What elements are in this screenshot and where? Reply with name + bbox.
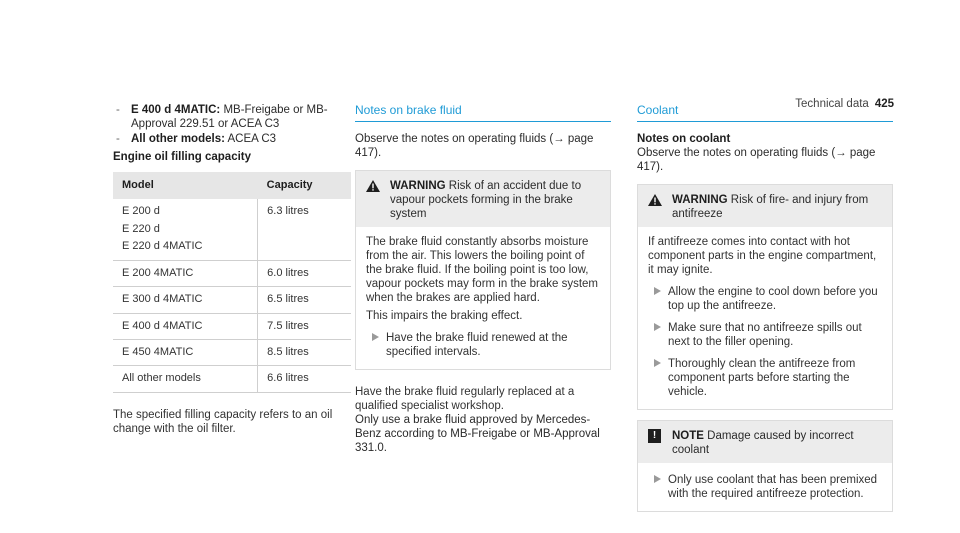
warning-text: The brake fluid constantly absorbs moisture from the air. This lowers the boiling point of the brake fluid. If the boiling point is too low, vapour pockets may form in the brake system when the brakes are applied hard.	[366, 235, 599, 304]
section-title: Notes on brake fluid	[355, 103, 611, 122]
warning-label: WARNING	[390, 179, 446, 192]
model-cell: All other models	[113, 366, 258, 392]
capacity-cell: 7.5 litres	[258, 313, 351, 339]
warning-label: WARNING	[672, 193, 728, 206]
warning-head-text: Risk of fire- and injury from antifreeze	[672, 193, 869, 220]
table-row	[113, 313, 351, 339]
oil-spec-text: MB-Freigabe or MB-Approval 229.51 or ACEA C3	[131, 104, 328, 131]
notice-label: NOTE	[672, 429, 704, 442]
warning-body	[638, 227, 892, 409]
table-row	[113, 366, 351, 392]
action-text: Only use coolant that has been premixed with the required antifreeze protection.	[668, 473, 878, 500]
table-row	[113, 287, 351, 313]
warning-head-text: Risk of an accident due to vapour pockets forming in the brake system	[390, 179, 582, 220]
dash-marker: -	[116, 133, 120, 146]
coolant-subhead: Notes on coolant	[637, 132, 731, 145]
oil-spec-item	[113, 103, 351, 131]
warning-text: If antifreeze comes into contact with hot component parts in the engine compartment, it may ignite.	[648, 235, 877, 276]
col-header-capacity: Capacity	[258, 172, 351, 199]
intro-text: Observe the notes on operating fluids (→ page 417).	[637, 146, 876, 173]
brake-para: Only use a brake fluid approved by Mercedes-Benz according to MB-Freigabe or MB-Approval 331.0.	[355, 413, 600, 454]
notice-head-text: Damage caused by incorrect coolant	[672, 429, 854, 456]
action-step	[366, 331, 600, 359]
page-number: 425	[874, 98, 894, 110]
model-cell: E 400 d 4MATIC	[113, 313, 258, 339]
model-name: E 220 d	[122, 222, 160, 235]
column-engine-oil	[113, 103, 351, 436]
action-step	[648, 357, 882, 399]
oil-spec-lead: All other models:	[131, 133, 225, 146]
warning-header	[638, 185, 892, 227]
model-name: E 220 d 4MATIC	[122, 240, 203, 253]
warning-text: This impairs the braking effect.	[366, 309, 523, 322]
column-coolant	[637, 103, 893, 512]
model-cell	[113, 199, 258, 260]
arrow-right-icon	[654, 287, 661, 295]
intro-text: Observe the notes on operating fluids (→ page 417).	[355, 132, 594, 159]
dash-marker: -	[116, 104, 120, 116]
warning-triangle-icon	[366, 180, 380, 192]
capacity-cell: 6.0 litres	[258, 260, 351, 286]
table-row	[113, 260, 351, 286]
arrow-right-icon	[654, 323, 661, 331]
model-cell: E 300 d 4MATIC	[113, 287, 258, 313]
oil-spec-text: ACEA C3	[224, 133, 277, 146]
warning-header	[356, 171, 610, 227]
action-text: Have the brake fluid renewed at the specified intervals.	[386, 331, 568, 358]
warning-box	[355, 170, 611, 370]
action-text: Make sure that no antifreeze spills out next to the filler opening.	[668, 321, 862, 348]
model-cell: E 450 4MATIC	[113, 339, 258, 365]
capacity-cell: 6.6 litres	[258, 366, 351, 392]
action-step	[648, 473, 882, 501]
arrow-right-icon	[372, 333, 379, 341]
capacity-cell: 6.5 litres	[258, 287, 351, 313]
table-header-row	[113, 172, 351, 199]
action-step	[648, 321, 882, 349]
capacity-table	[113, 172, 351, 393]
notice-body	[638, 463, 892, 511]
capacity-cell: 8.5 litres	[258, 339, 351, 365]
arrow-right-icon	[654, 475, 661, 483]
oil-spec-lead: E 400 d 4MATIC:	[131, 104, 221, 116]
capacity-heading: Engine oil filling capacity	[113, 151, 252, 164]
notice-header	[638, 421, 892, 463]
model-cell: E 200 4MATIC	[113, 260, 258, 286]
column-brake-fluid	[355, 103, 611, 455]
warning-triangle-icon	[648, 194, 662, 206]
section-title: Coolant	[637, 103, 893, 122]
brake-para: Have the brake fluid regularly replaced at a qualified specialist workshop.	[355, 385, 575, 412]
action-step	[648, 285, 882, 313]
capacity-cell: 6.3 litres	[258, 199, 351, 260]
table-row	[113, 339, 351, 365]
model-name: E 200 d	[122, 205, 160, 218]
warning-box	[637, 184, 893, 410]
action-text: Allow the engine to cool down before you top up the antifreeze.	[668, 285, 878, 312]
oil-spec-item	[113, 132, 351, 146]
action-text: Thoroughly clean the antifreeze from component parts before starting the vehicle.	[668, 357, 856, 398]
notice-box	[637, 420, 893, 512]
exclamation-icon: !	[648, 429, 661, 443]
table-row	[113, 199, 351, 260]
arrow-right-icon	[654, 359, 661, 367]
header-section: Technical data	[795, 98, 869, 110]
col-header-model: Model	[113, 172, 258, 199]
warning-body	[356, 227, 610, 369]
capacity-note: The specified filling capacity refers to an oil change with the oil filter.	[113, 408, 333, 435]
